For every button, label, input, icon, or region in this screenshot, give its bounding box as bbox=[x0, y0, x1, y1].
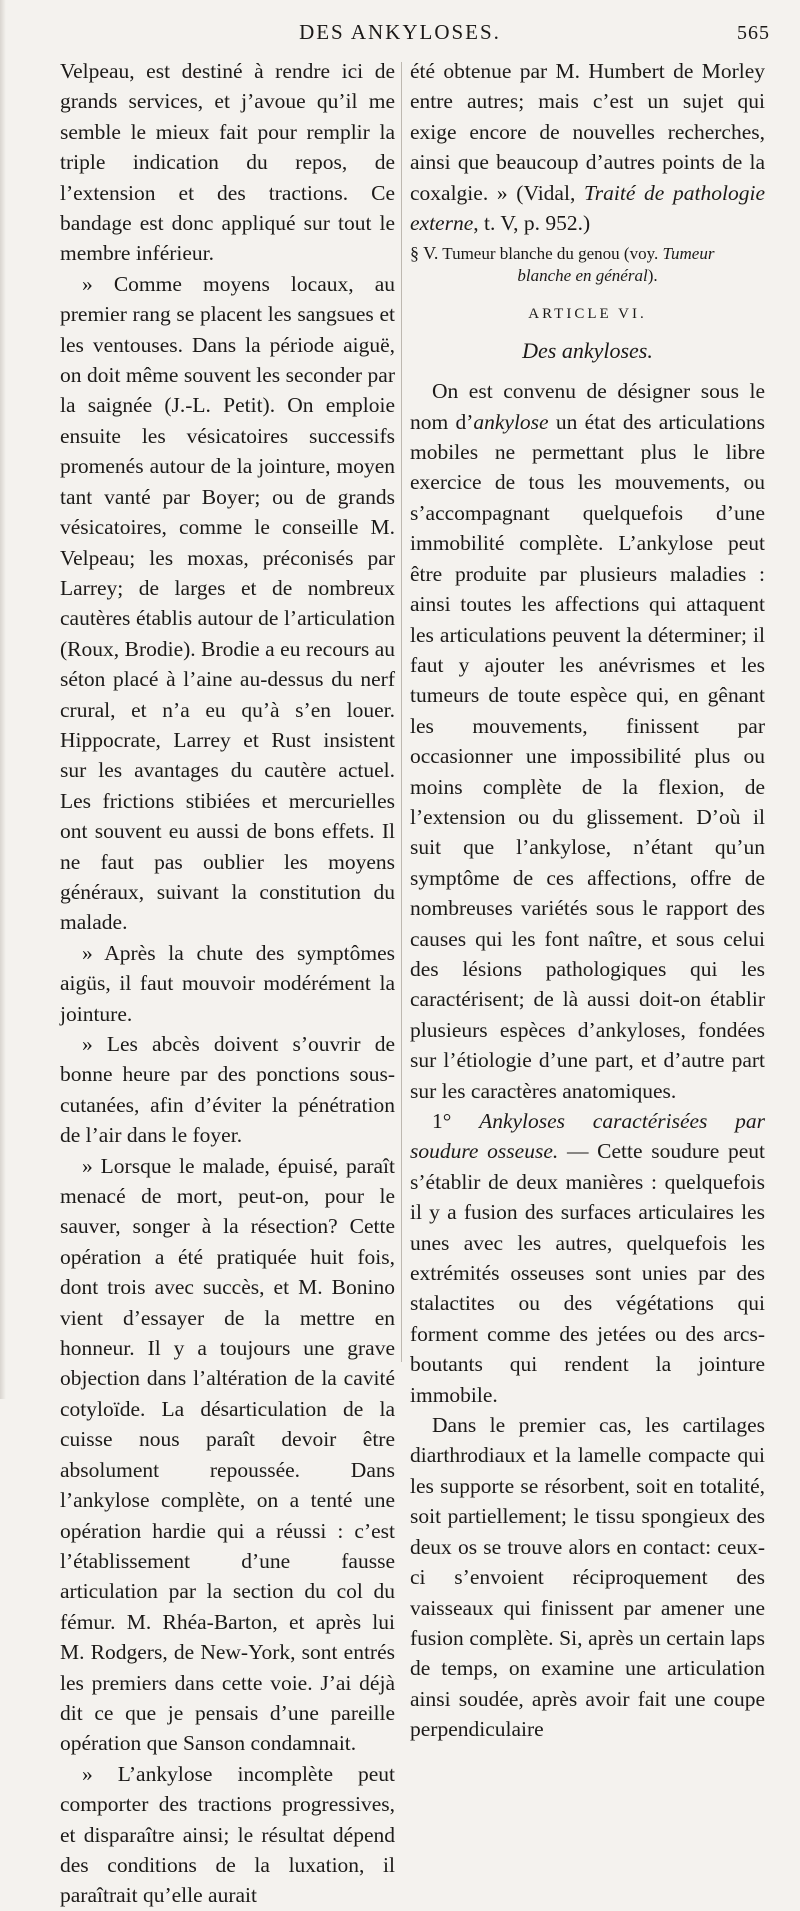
section-tail: ). bbox=[647, 266, 658, 286]
left-paragraph-3: » Après la chute des symptômes aigüs, il faut mouvoir modérément la jointure. bbox=[60, 940, 395, 1026]
right-column bbox=[410, 56, 765, 1745]
running-title: DES ANKYLOSES. bbox=[299, 20, 501, 44]
right-continuation bbox=[410, 56, 765, 238]
para1-rest: un état des articulations mobiles ne permettant plus le libre exercice de tous les mouvements, ou s’accompagnant quelquefois d’une immobilité complète. L’ankylose peut être produite par plusieurs maladies : ainsi toutes les affections qui attaquent les articulations peuvent la déterminer; il faut y ajouter les anévrismes et les tumeurs de toute espèce qui, en gênant les mouvements, finissent par occasionner une impossibilité plus ou moins complète de la flexion, de l’extension ou du glissement. D’où il suit que l’ankylose, n’étant qu’un symptôme de ces affections, offre de nombreuses variétés sous le rapport des causes qui les font naître, et sous celui des lésions pathologiques qui les caractérisent; de là aussi doit-on établir plusieurs espèces d’ankyloses, fondées sur l’étiologie d’une part, et d’autre part sur les caractères anatomiques. bbox=[410, 409, 765, 1103]
column-divider bbox=[401, 62, 402, 1362]
article-label: ARTICLE VI. bbox=[528, 306, 647, 323]
left-column bbox=[60, 56, 395, 1911]
left-paragraph-2: » Comme moyens locaux, au premier rang se placent les sangsues et les ventouses. Dans la période aiguë, on doit même souvent les seconder par la saignée (J.-L. Petit). On emploie ensuite les vésicatoires successifs promenés autour de la jointure, moyen tant vanté par Boyer; ou de grands vésicatoires, comme le conseille M. Velpeau; les moxas, préconisés par Larrey; de larges et de nombreux cautères établis autour de l’articulation (Roux, Brodie). Brodie a eu recours au séton placé à l’aine au-dessus du nerf crural, et n’a eu qu’à s’en louer. Hippocrate, Larrey et Rust insistent sur les avantages du cautère actuel. Les frictions stibiées et mercurielles ont souvent eu aussi de bons effets. Il ne faut pas oublier les moyens généraux, suivant la constitution du malade. bbox=[60, 271, 395, 935]
section-text: Tumeur blanche du genou (voy. bbox=[438, 244, 663, 264]
article-title: Des ankyloses. bbox=[522, 337, 653, 363]
para2-heading: Ankyloses caractérisées par soudure osseuse. bbox=[410, 1109, 765, 1164]
section-italic-2: blanche en général bbox=[517, 266, 648, 286]
left-paragraph-1: Velpeau, est destiné à rendre ici de grands services, et j’avoue qu’il me semble le mieux fait pour remplir la triple indication du repos, de l’extension et des tractions. Ce bandage est donc appliqué sur tout le membre inférieur. bbox=[60, 59, 395, 266]
section-italic-1: Tumeur bbox=[662, 244, 715, 264]
section-mark: § V. bbox=[410, 243, 439, 264]
section-cross-reference bbox=[410, 242, 765, 265]
page-number: 565 bbox=[737, 22, 770, 44]
left-paragraph-5: » Lorsque le malade, épuisé, paraît menacé de mort, peut-on, pour le sauver, songer à la résection? Cette opération a été pratiquée huit fois, dont trois avec succès, et M. Bonino vient d’essayer de la mettre en honneur. Il y a toujours une grave objection dans l’altération de la cavité cotyloïde. La désarticulation de la cuisse nous paraît devoir être absolument repoussée. Dans l’ankylose complète, on a tenté une opération hardie qui a réussi : c’est l’établissement d’une fausse articulation par la section du col du fémur. M. Rhéa-Barton, et après lui M. Rodgers, de New-York, sont entrés les premiers dans cette voie. J’ai déjà dit ce que je pensais d’une pareille opération que Sanson condamnait. bbox=[60, 1153, 395, 1756]
right-paragraph-1 bbox=[410, 376, 765, 1106]
page-fold-shadow bbox=[0, 0, 6, 1399]
para1-term: ankylose bbox=[473, 409, 549, 434]
para2-rest: — Cette soudure peut s’établir de deux manières : quelquefois il y a fusion des surfaces articulaires les unes avec les autres, quelquefois les extrémités osseuses sont unies par des stalactites ou des végétations qui forment comme des jetées ou des arcs-boutants qui rendent la jointure immobile. bbox=[410, 1139, 765, 1407]
citation-tail: , t. V, p. 952.) bbox=[473, 211, 591, 236]
continuation-text: été obtenue par M. Humbert de Morley entre autres; mais c’est un sujet qui exige encore de nouvelles recherches, ainsi que beaucoup d’autres points de la coxalgie. » (Vidal, bbox=[410, 59, 765, 205]
book-title-citation: Traité de pathologie externe bbox=[410, 180, 765, 236]
para2-number: 1° bbox=[432, 1109, 480, 1133]
left-paragraph-4: » Les abcès doivent s’ouvrir de bonne heure par des ponctions sous-cutanées, afin d’éviter la pénétration de l’air dans le foyer. bbox=[60, 1032, 395, 1148]
running-head bbox=[0, 20, 800, 50]
right-paragraph-2 bbox=[410, 1106, 765, 1410]
right-paragraph-3: Dans le premier cas, les cartilages diarthrodiaux et la lamelle compacte qui les supporte se résorbent, soit en totalité, soit partiellement; le tissu spongieux des deux os se trouve alors en contact: ceux-ci s’envoient réciproquement des vaisseaux qui finissent par amener une fusion complète. Si, après un certain laps de temps, on examine une articulation ainsi soudée, après avoir fait une coupe perpendiculaire bbox=[410, 1413, 765, 1742]
section-cross-reference-2 bbox=[410, 265, 765, 287]
left-paragraph-6: » L’ankylose incomplète peut comporter des tractions progressives, et disparaître ainsi; le résultat dépend des conditions de la luxation, il paraîtrait qu’elle aurait bbox=[60, 1761, 395, 1908]
para1-start: On est convenu de désigner sous le nom d’ bbox=[410, 379, 765, 434]
